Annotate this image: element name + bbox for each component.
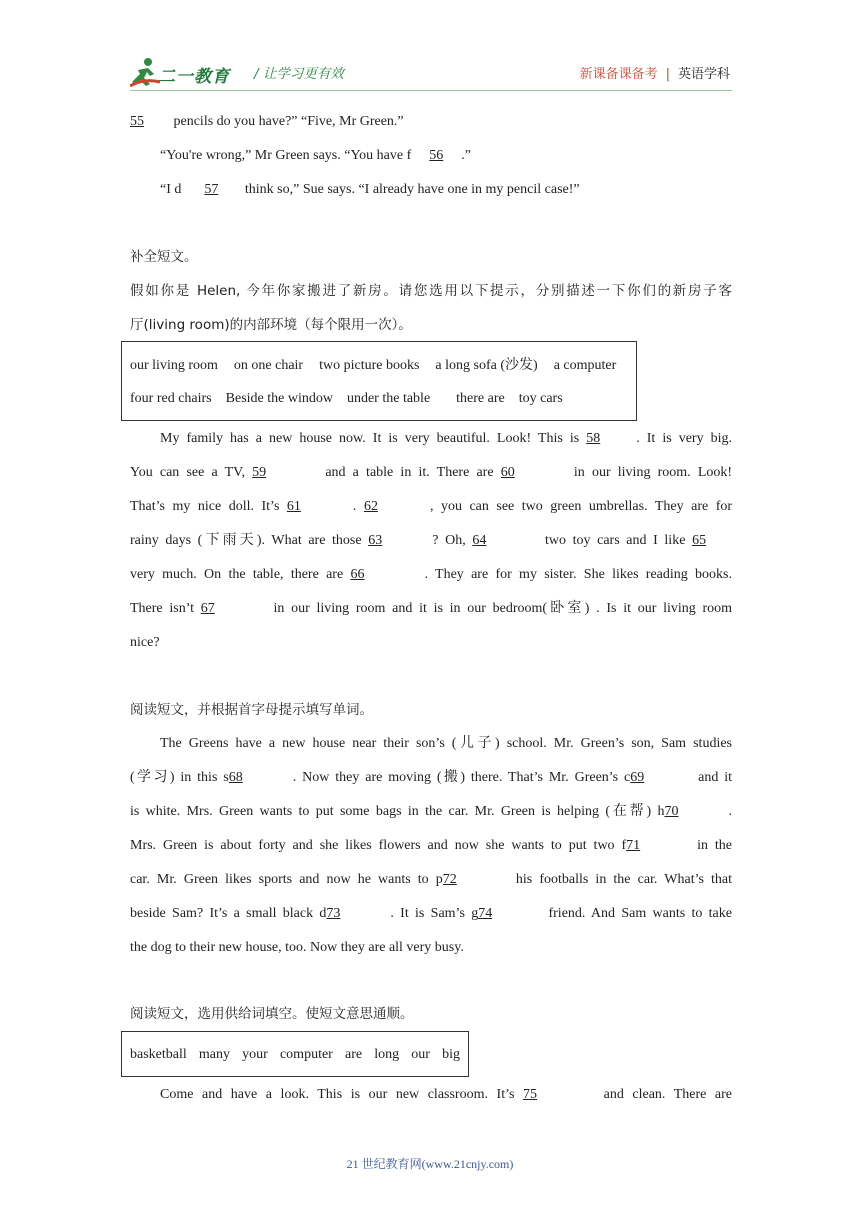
word-options-box xyxy=(121,341,637,421)
passage1-line-3 xyxy=(130,498,732,516)
blank-74[interactable]: 74 xyxy=(478,906,493,921)
passage-text: rainy days (下雨天). What are those xyxy=(130,533,362,548)
options-row-1 xyxy=(130,357,628,375)
course-tag xyxy=(580,63,730,82)
option: four red chairs xyxy=(130,391,212,406)
course-label: 新课备课备考 xyxy=(579,67,658,82)
passage-text: ? Oh, xyxy=(432,533,466,548)
section1-instruction-2: 厅(living room)的内部环境（每个限用一次）。 xyxy=(130,317,412,333)
blank-64[interactable]: 64 xyxy=(472,533,487,548)
section1-title: 补全短文。 xyxy=(130,249,198,265)
header-divider xyxy=(130,90,732,91)
passage-text: . It is Sam’s g xyxy=(390,906,479,921)
dialog-text: pencils do you have?” “Five, Mr Green.” xyxy=(170,114,404,129)
passage-text: in our living room. Look! xyxy=(573,465,733,480)
blank-70[interactable]: 70 xyxy=(664,804,679,819)
passage-text: beside Sam? It’s a small black d xyxy=(130,906,327,921)
blank-71[interactable]: 71 xyxy=(626,838,641,853)
passage-text: his footballs in the car. What’s that xyxy=(515,872,733,887)
passage-text: . Now they are moving (搬) there. That’s Mr. Green’s c xyxy=(292,770,631,785)
passage3-line-1 xyxy=(160,1086,732,1104)
dialog-text: “You're wrong,” Mr Green says. “You have f xyxy=(160,148,412,163)
passage-text: friend. And Sam wants to take xyxy=(548,906,732,921)
blank-69[interactable]: 69 xyxy=(630,770,645,785)
passage-text: car. Mr. Green likes sports and now he wants to p xyxy=(130,872,443,887)
word-option: your xyxy=(242,1047,268,1062)
dialog-line-1 xyxy=(130,113,404,131)
passage-text: in our living room and it is in our bedroom(卧室) . Is it our living room xyxy=(273,601,733,616)
passage-text: very much. On the table, there are xyxy=(130,567,344,582)
passage-text: , you can see two green umbrellas. They are for xyxy=(429,499,733,514)
blank-60[interactable]: 60 xyxy=(500,465,515,480)
passage1-line-7: nice? xyxy=(130,635,160,650)
passage-text: . It is very big. xyxy=(636,431,732,446)
passage-text: . They are for my sister. She likes reading books. xyxy=(424,567,733,582)
passage-text: . xyxy=(352,499,357,514)
passage1-line-2 xyxy=(130,464,732,482)
options-row-2 xyxy=(130,390,628,408)
blank-59[interactable]: 59 xyxy=(252,465,267,480)
blank-75[interactable]: 75 xyxy=(523,1087,538,1102)
word-option: big xyxy=(442,1047,460,1062)
passage1-line-6 xyxy=(130,600,732,618)
blank-68[interactable]: 68 xyxy=(228,770,243,785)
word-bank-box xyxy=(121,1031,469,1077)
passage2-line-3 xyxy=(130,803,732,821)
blank-63[interactable]: 63 xyxy=(368,533,383,548)
passage-text: is white. Mrs. Green wants to put some bags in the car. Mr. Green is helping (在帮) h xyxy=(130,804,665,819)
word-option: many xyxy=(198,1047,231,1062)
blank-73[interactable]: 73 xyxy=(326,906,341,921)
blank-57[interactable]: 57 xyxy=(204,182,219,197)
blank-65[interactable]: 65 xyxy=(692,533,707,548)
passage-text: My family has a new house now. It is very beautiful. Look! This is xyxy=(160,431,580,446)
slogan: / 让学习更有效 xyxy=(254,66,344,82)
option: on one chair xyxy=(233,358,304,373)
dialog-line-3 xyxy=(160,181,580,199)
option: Beside the window xyxy=(225,391,333,406)
word-option: computer xyxy=(279,1047,333,1062)
section1-instruction-1: 假如你是 Helen, 今年你家搬进了新房。请您选用以下提示，分别描述一下你们的新房子客 xyxy=(130,283,732,299)
passage-text: and it xyxy=(698,770,733,785)
passage-text: two toy cars and I like xyxy=(544,533,686,548)
word-option: basketball xyxy=(130,1047,187,1062)
passage-text: in the xyxy=(697,838,733,853)
passage-text: Mrs. Green is about forty and she likes flowers and now she wants to put two f xyxy=(130,838,627,853)
option: toy cars xyxy=(518,391,563,406)
section3-title: 阅读短文，选用供给词填空。使短文意思通顺。 xyxy=(130,1006,414,1022)
passage-text: Come and have a look. This is our new classroom. It’s xyxy=(160,1087,515,1102)
separator: | xyxy=(665,67,670,82)
passage-text: You can see a TV, xyxy=(130,465,245,480)
page-header xyxy=(130,56,730,92)
dialog-text: “I d xyxy=(160,182,182,197)
passage1-line-5 xyxy=(130,566,732,584)
passage2-line-2 xyxy=(130,769,732,787)
page-footer: 21 世纪教育网(www.21cnjy.com) xyxy=(346,1157,514,1171)
word-option: long xyxy=(374,1047,400,1062)
option: under the table xyxy=(346,391,431,406)
option: two picture books xyxy=(319,358,420,373)
passage1-line-4 xyxy=(130,532,732,550)
logo-text: 二一教育 xyxy=(158,67,230,87)
passage2-line-1: The Greens have a new house near their son’s (儿子) school. Mr. Green’s son, Sam studies xyxy=(160,736,732,751)
passage2-line-5 xyxy=(130,871,732,889)
option: there are xyxy=(456,391,505,406)
passage-text: and a table in it. There are xyxy=(325,465,494,480)
blank-62[interactable]: 62 xyxy=(363,499,378,514)
blank-58[interactable]: 58 xyxy=(586,431,601,446)
passage1-line-1 xyxy=(160,430,732,448)
passage2-line-4 xyxy=(130,837,732,855)
blank-55[interactable]: 55 xyxy=(130,114,144,129)
blank-56[interactable]: 56 xyxy=(429,148,444,163)
blank-66[interactable]: 66 xyxy=(350,567,365,582)
passage2-line-6 xyxy=(130,905,732,923)
dialog-text: think so,” Sue says. “I already have one in my pencil case!” xyxy=(241,182,580,197)
subject-label: 英语学科 xyxy=(677,67,730,82)
word-option: our xyxy=(411,1047,430,1062)
word-option: are xyxy=(344,1047,363,1062)
option: a computer xyxy=(553,358,617,373)
blank-67[interactable]: 67 xyxy=(200,601,215,616)
passage-text: That’s my nice doll. It’s xyxy=(130,499,280,514)
passage-text: There isn’t xyxy=(130,601,195,616)
blank-61[interactable]: 61 xyxy=(286,499,301,514)
section2-title: 阅读短文，并根据首字母提示填写单词。 xyxy=(130,702,373,718)
passage-text: (学习) in this s xyxy=(130,770,229,785)
option: a long sofa (沙发) xyxy=(435,358,538,373)
passage-text: . xyxy=(728,804,732,819)
passage-text: and clean. There are xyxy=(603,1087,733,1102)
logo xyxy=(130,56,260,90)
runner-icon xyxy=(130,56,160,90)
dialog-text: .” xyxy=(461,148,471,163)
dialog-line-2 xyxy=(160,147,471,165)
option: our living room xyxy=(130,358,218,373)
passage2-line-7: the dog to their new house, too. Now they are all very busy. xyxy=(130,940,464,955)
blank-72[interactable]: 72 xyxy=(442,872,457,887)
word-bank-row xyxy=(130,1046,460,1064)
